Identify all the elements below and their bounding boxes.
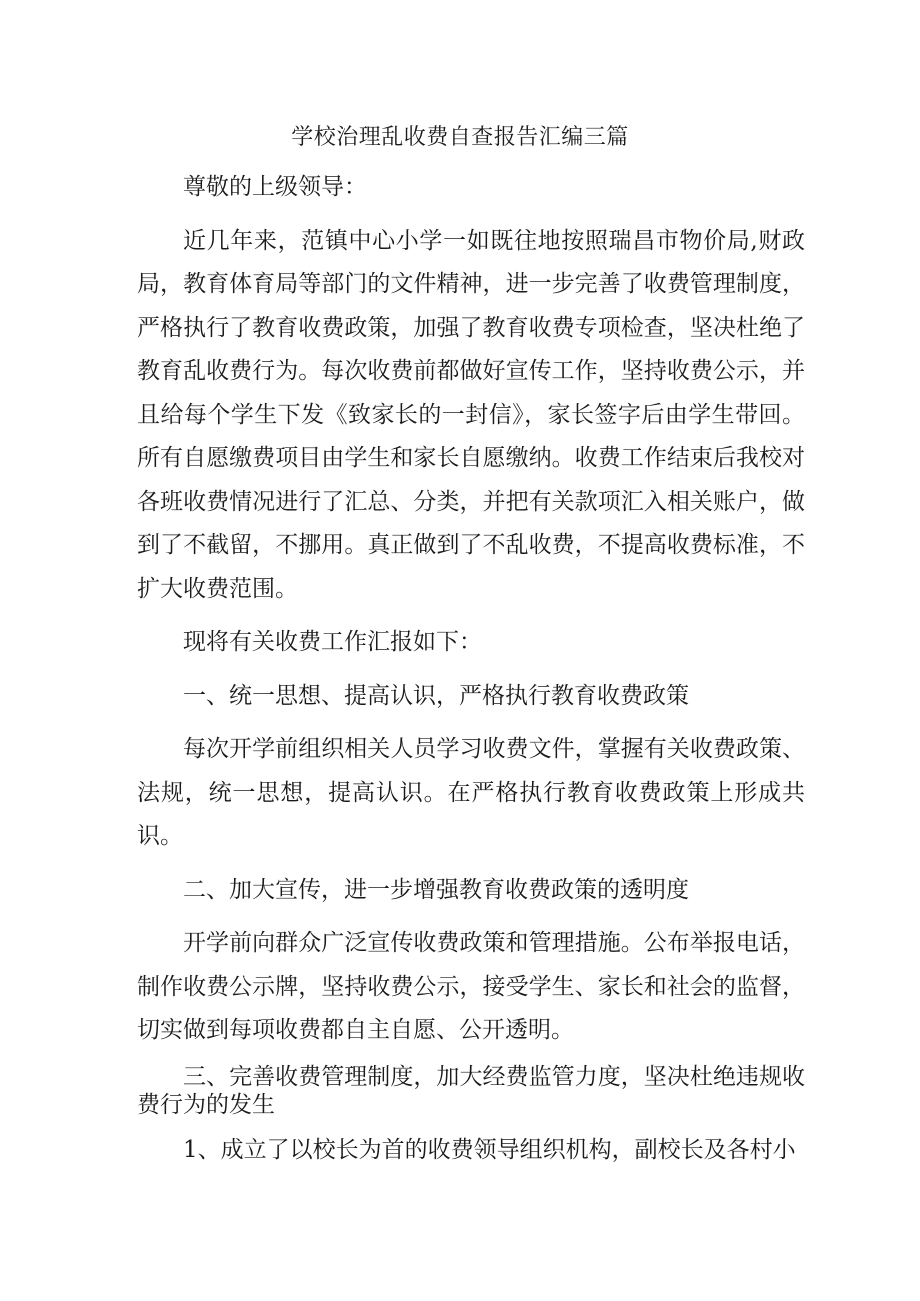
section-heading-3: 三、完善收费管理制度，加大经费监管力度，坚决杜绝违规收费行为的发生	[137, 1063, 805, 1118]
document-title: 学校治理乱收费自查报告汇编三篇	[291, 125, 629, 150]
paragraph-item-1: 1、成立了以校长为首的收费领导组织机构，副校长及各村小	[183, 1136, 796, 1163]
paragraph-section-1: 每次开学前组织相关人员学习收费文件，掌握有关收费政策、法规，统一思想，提高认识。在严格执行教育收费政策上形成共识。	[137, 736, 805, 849]
document-body	[137, 166, 805, 1172]
section-heading-1: 一、统一思想、提高认识，严格执行教育收费政策	[183, 682, 689, 709]
paragraph-section-2: 开学前向群众广泛宣传收费政策和管理措施。公布举报电话，制作收费公示牌，坚持收费公示，接受学生、家长和社会的监督，切实做到每项收费都自主自愿、公开透明。	[137, 930, 805, 1043]
paragraph-report-lead: 现将有关收费工作汇报如下：	[183, 629, 482, 655]
paragraph-intro: 近几年来，范镇中心小学一如既往地按照瑞昌市物价局,财政局，教育体育局等部门的文件精神，进一步完善了收费管理制度，严格执行了教育收费政策，加强了教育收费专项检查，坚决杜绝了教育乱收费行为。每次收费前都做好宣传工作，坚持收费公示，并且给每个学生下发《致家长的一封信》，家长签字后由学生带回。所有自愿缴费项目由学生和家长自愿缴纳。收费工作结束后我校对各班收费情况进行了汇总、分类，并把有关款项汇入相关账户，做到了不截留，不挪用。真正做到了不乱收费，不提高收费标准，不扩大收费范围。	[137, 227, 805, 602]
salutation: 尊敬的上级领导：	[183, 174, 367, 200]
section-heading-2: 二、加大宣传，进一步增强教育收费政策的透明度	[183, 876, 689, 903]
